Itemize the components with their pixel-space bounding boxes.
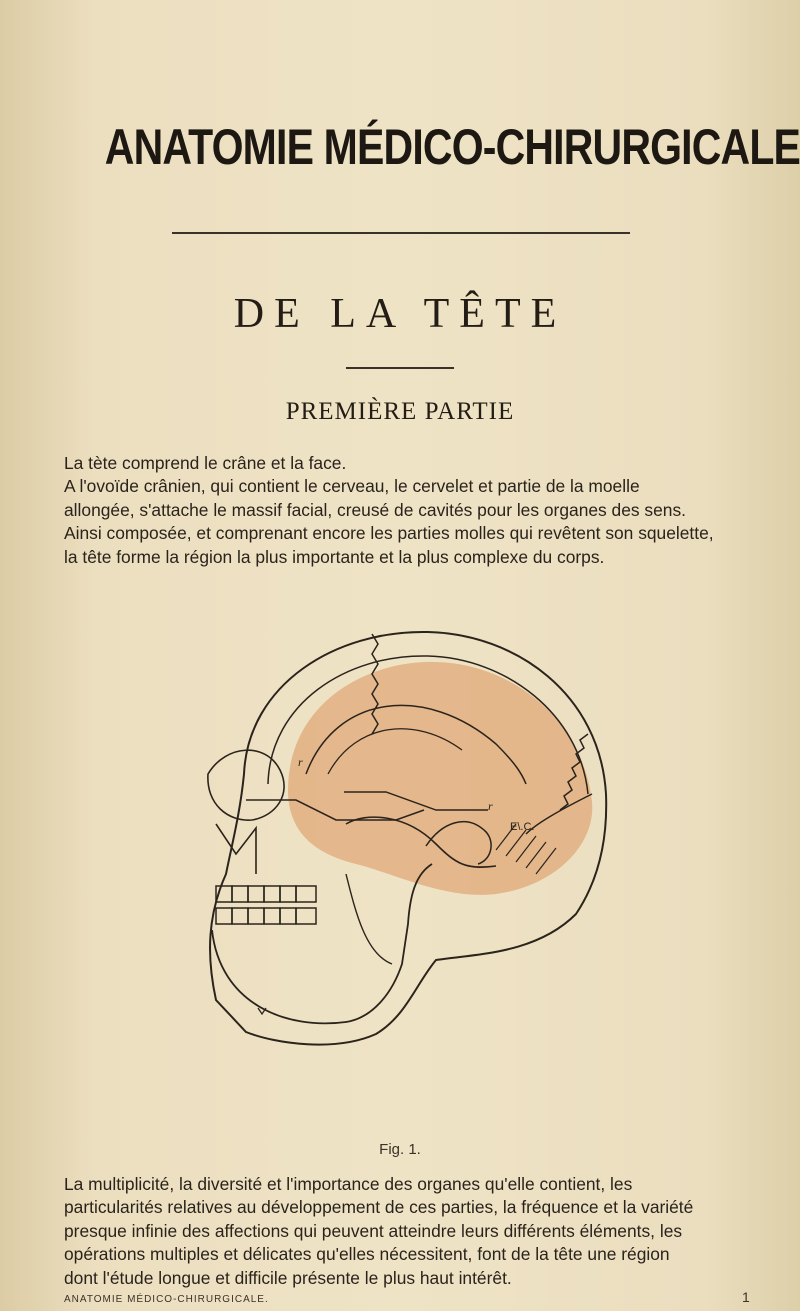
- subtitle: DE LA TÊTE: [233, 291, 567, 337]
- main-title: ANATOMIE MÉDICO-CHIRURGICALE: [104, 119, 800, 175]
- label-ec: E\.C.: [510, 821, 535, 833]
- label-r-lower: r: [488, 799, 493, 813]
- intro-line: La tète comprend le crâne et la face.: [64, 453, 347, 473]
- signature-mark: 1: [742, 1289, 750, 1305]
- mandible: [212, 864, 432, 1023]
- title-rule: [172, 232, 630, 234]
- intro-line: la tête forme la région la plus importante et la plus complexe du corps.: [64, 546, 605, 567]
- part-heading: PREMIÈRE PARTIE: [285, 398, 515, 425]
- closing-line: presque infinie des affections qui peuvent atteindre leurs différents éléments, les: [64, 1220, 683, 1241]
- closing-line: opérations multiples et délicates qu'elles nécessitent, font de la tête une région: [64, 1244, 670, 1265]
- intro-paragraph: [64, 452, 754, 569]
- intro-line: A l'ovoïde crânien, qui contient le cerveau, le cervelet et partie de la moelle: [64, 476, 640, 497]
- intro-line: allongée, s'attache le massif facial, creusé de cavités pour les organes des sens.: [64, 499, 686, 520]
- skull-figure: [196, 624, 616, 1052]
- closing-paragraph: [64, 1173, 754, 1290]
- closing-line: La multiplicité, la diversité et l'importance des organes qu'elle contient, les: [64, 1174, 633, 1194]
- label-r-upper: r: [298, 755, 303, 769]
- intro-line: Ainsi composée, et comprenant encore les parties molles qui revêtent son squelette,: [64, 523, 714, 544]
- figure-caption: Fig. 1.: [379, 1141, 421, 1158]
- lower-teeth: [216, 908, 316, 924]
- upper-teeth: [216, 886, 316, 902]
- closing-line: dont l'étude longue et difficile présente le plus haut intérêt.: [64, 1267, 512, 1288]
- subtitle-rule: [346, 367, 454, 369]
- running-title: ANATOMIE MÉDICO-CHIRURGICALE.: [64, 1294, 269, 1305]
- closing-line: particularités relatives au développement de ces parties, la fréquence et la variété: [64, 1197, 694, 1218]
